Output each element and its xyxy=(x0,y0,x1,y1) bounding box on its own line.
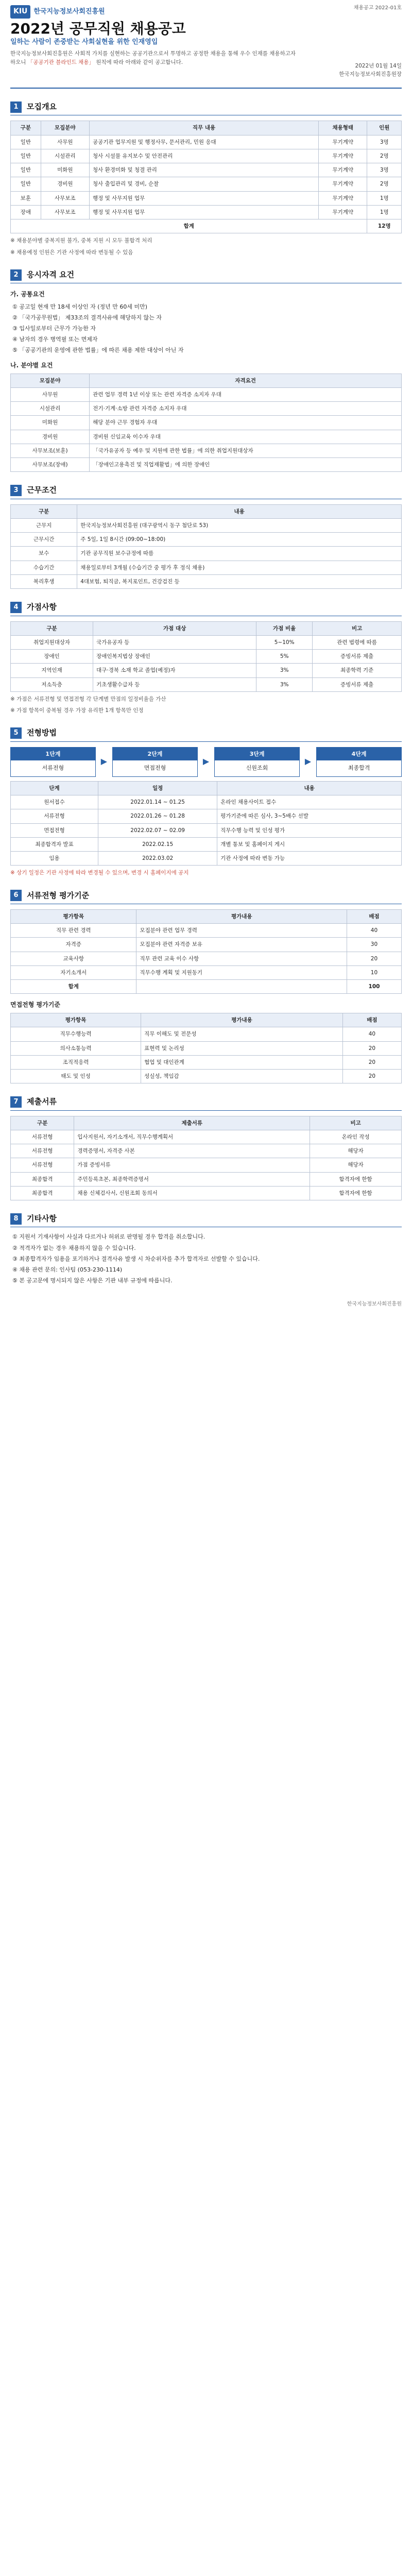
section-number: 7 xyxy=(10,1096,22,1108)
doc-code: 채용공고 2022-01호 xyxy=(353,5,402,11)
table-header-cell: 평가항목 xyxy=(11,909,136,923)
table-header-cell: 평가내용 xyxy=(141,1013,343,1027)
table-cell: 100 xyxy=(347,980,401,994)
total-label: 합계 xyxy=(11,219,367,233)
section-header xyxy=(10,1096,402,1110)
page-title: 2022년 공무직원 채용공고 xyxy=(10,20,186,37)
table-cell: 최종합격 xyxy=(11,1186,74,1200)
table-cell: 무기계약 xyxy=(319,177,367,191)
table-total-row xyxy=(11,980,402,994)
table-header-cell: 내용 xyxy=(217,781,402,795)
section-selection-process xyxy=(10,727,402,877)
flow-step-label: 신원조회 xyxy=(246,764,268,771)
table-cell: 근무지 xyxy=(11,518,77,532)
table-row xyxy=(11,938,402,952)
table-header-cell: 평가내용 xyxy=(136,909,347,923)
table-header-cell: 가점 비율 xyxy=(256,621,313,635)
table-cell: 서류전형 xyxy=(11,1130,74,1144)
requirement-item: ② 「국가공무원법」 제33조의 결격사유에 해당하지 않는 자 xyxy=(12,314,162,321)
intro-part-2: 원칙에 따라 아래와 같이 공고합니다. xyxy=(96,59,183,65)
table-cell: 4대보험, 퇴직금, 복지포인트, 건강검진 등 xyxy=(77,575,402,589)
table-cell: 「국가유공자 등 예우 및 지원에 관한 법률」에 의한 취업지원대상자 xyxy=(90,444,402,457)
announce-date: 2022년 01월 14일 xyxy=(355,63,402,69)
table-row xyxy=(11,518,402,532)
common-requirements-title: 가. 공통요건 xyxy=(10,291,45,298)
flow-step-label: 서류전형 xyxy=(42,764,64,771)
section-header xyxy=(10,269,402,283)
field-requirements-title: 나. 분야별 요건 xyxy=(10,361,53,369)
table-cell: 「장애인고용촉진 및 직업재활법」에 의한 장애인 xyxy=(90,458,402,472)
table-row xyxy=(11,135,402,149)
table-cell: 합격자에 한함 xyxy=(310,1186,402,1200)
table-cell: 사무원 xyxy=(41,135,89,149)
table-cell: 2022.02.07 ~ 02.09 xyxy=(98,823,217,837)
section-header xyxy=(10,101,402,115)
table-cell: 무기계약 xyxy=(319,135,367,149)
header xyxy=(10,0,402,89)
table-cell: 장애 xyxy=(11,205,41,219)
table-header-cell: 가점 대상 xyxy=(93,621,256,635)
table-row xyxy=(11,416,402,430)
table-cell: 평가기준에 따른 심사, 3~5배수 선발 xyxy=(217,809,402,823)
table-header-cell: 배점 xyxy=(347,909,401,923)
table-header-cell: 구분 xyxy=(11,504,77,518)
documents-table xyxy=(10,1116,402,1201)
footer: 한국지능정보사회진흥원 xyxy=(347,1301,402,1307)
table-cell: 채용 신체검사서, 신원조회 동의서 xyxy=(74,1186,310,1200)
table-header-cell: 인원 xyxy=(367,121,402,135)
note-line: ※ 채용분야별 중복지원 불가, 중복 지원 시 모두 불합격 처리 xyxy=(10,238,152,244)
table-cell: 국가유공자 등 xyxy=(93,635,256,649)
table-cell: 대구·경북 소재 학교 졸업(예정)자 xyxy=(93,664,256,677)
table-cell: 모집분야 관련 자격증 보유 xyxy=(136,938,347,952)
table-cell: 주 5일, 1일 8시간 (09:00~18:00) xyxy=(77,533,402,547)
table-cell: 40 xyxy=(347,924,401,938)
table-cell: 청사 시설물 유지보수 및 안전관리 xyxy=(90,149,319,163)
flow-step-number: 1단계 xyxy=(11,748,95,760)
table-cell: 원서접수 xyxy=(11,795,98,809)
table-cell: 2022.02.15 xyxy=(98,837,217,851)
table-cell: 일반 xyxy=(11,149,41,163)
table-cell: 보훈 xyxy=(11,191,41,205)
table-cell: 해당 분야 근무 경험자 우대 xyxy=(90,416,402,430)
section-number: 6 xyxy=(10,890,22,901)
table-row xyxy=(11,677,402,691)
section-documents xyxy=(10,1096,402,1200)
table-row xyxy=(11,795,402,809)
table-cell: 무기계약 xyxy=(319,191,367,205)
table-cell: 주민등록초본, 최종학력증명서 xyxy=(74,1172,310,1186)
table-cell: 무기계약 xyxy=(319,205,367,219)
table-cell: 취업지원대상자 xyxy=(11,635,93,649)
table-cell: 행정 및 사무지원 업무 xyxy=(90,191,319,205)
note-line: ※ 가점 항목이 중복될 경우 가장 유리한 1개 항목만 인정 xyxy=(10,707,144,714)
table-cell: 20 xyxy=(342,1070,401,1083)
table-cell: 개별 통보 및 홈페이지 게시 xyxy=(217,837,402,851)
table-cell: 직무 관련 경력 xyxy=(11,924,136,938)
section-title: 제출서류 xyxy=(27,1097,57,1107)
section-other xyxy=(10,1213,402,1284)
table-row xyxy=(11,191,402,205)
table-cell: 협업 및 대인관계 xyxy=(141,1055,343,1069)
section-title: 기타사항 xyxy=(27,1214,57,1224)
table-cell: 서류전형 xyxy=(11,1158,74,1172)
table-cell: 모집분야 관련 업무 경력 xyxy=(136,924,347,938)
requirement-item: ④ 남자의 경우 병역필 또는 면제자 xyxy=(12,335,98,343)
table-cell: 청사 환경미화 및 청결 관리 xyxy=(90,163,319,177)
interview-evaluation-table xyxy=(10,1013,402,1083)
table-cell: 시설관리 xyxy=(11,402,90,416)
table-cell: 사무보조(보훈) xyxy=(11,444,90,457)
table-row xyxy=(11,1158,402,1172)
table-cell: 입사지원서, 자기소개서, 직무수행계획서 xyxy=(74,1130,310,1144)
logo xyxy=(10,5,105,19)
table-row xyxy=(11,1041,402,1055)
table-cell: 경비원 xyxy=(11,430,90,444)
table-cell: 2명 xyxy=(367,177,402,191)
table-row xyxy=(11,177,402,191)
notice-item: ④ 채용 관련 문의: 인사팀 (053-230-1114) xyxy=(12,1266,123,1273)
table-cell: 30 xyxy=(347,938,401,952)
table-cell: 해당자 xyxy=(310,1158,402,1172)
table-total-row xyxy=(11,219,402,233)
table-row xyxy=(11,823,402,837)
section-number: 2 xyxy=(10,269,22,281)
section-number: 3 xyxy=(10,485,22,496)
table-row xyxy=(11,1172,402,1186)
table-cell: 20 xyxy=(347,952,401,965)
logo-text: 한국지능정보사회진흥원 xyxy=(33,7,105,15)
section-title: 모집개요 xyxy=(27,102,57,111)
section-title: 응시자격 요건 xyxy=(27,269,75,279)
table-cell: 2022.01.14 ~ 01.25 xyxy=(98,795,217,809)
table-row xyxy=(11,149,402,163)
table-cell: 자기소개서 xyxy=(11,965,136,979)
note-line: ※ 채용예정 인원은 기관 사정에 따라 변동될 수 있음 xyxy=(10,249,133,256)
section-title: 근무조건 xyxy=(27,485,57,495)
section-title: 전형방법 xyxy=(27,728,57,738)
table-cell: 자격증 xyxy=(11,938,136,952)
section-title: 가점사항 xyxy=(27,602,57,612)
table-cell: 5~10% xyxy=(256,635,313,649)
flow-step xyxy=(10,747,96,777)
section-header xyxy=(10,484,402,499)
section-title: 서류전형 평가기준 xyxy=(27,890,90,900)
table-cell xyxy=(136,980,347,994)
table-row xyxy=(11,575,402,589)
table-row xyxy=(11,965,402,979)
table-cell: 청사 출입관리 및 경비, 순찰 xyxy=(90,177,319,191)
table-cell: 직무 이해도 및 전문성 xyxy=(141,1027,343,1041)
table-header-cell: 단계 xyxy=(11,781,98,795)
table-cell: 일반 xyxy=(11,177,41,191)
announce-org: 한국지능정보사회진흥원장 xyxy=(339,71,402,78)
table-cell: 직무수행 계획 및 지원동기 xyxy=(136,965,347,979)
flow-step xyxy=(112,747,198,777)
table-cell: 2022.03.02 xyxy=(98,852,217,866)
table-row xyxy=(11,458,402,472)
table-cell: 장애인복지법상 장애인 xyxy=(93,650,256,664)
table-cell: 면접전형 xyxy=(11,823,98,837)
table-cell: 2022.01.26 ~ 01.28 xyxy=(98,809,217,823)
table-row xyxy=(11,1027,402,1041)
logo-mark: KIU xyxy=(10,5,30,19)
table-cell: 경비원 신임교육 이수자 우대 xyxy=(90,430,402,444)
table-header-cell: 자격요건 xyxy=(90,374,402,387)
interview-evaluation-title: 면접전형 평가기준 xyxy=(10,1001,60,1009)
table-row xyxy=(11,430,402,444)
table-cell: 표현력 및 논리성 xyxy=(141,1041,343,1055)
arrow-right-icon: ▶ xyxy=(100,756,108,767)
table-cell: 보수 xyxy=(11,547,77,561)
table-cell: 합격자에 한함 xyxy=(310,1172,402,1186)
section-number: 5 xyxy=(10,727,22,739)
table-cell: 경력증명서, 자격증 사본 xyxy=(74,1144,310,1158)
table-header-cell: 제출서류 xyxy=(74,1116,310,1130)
table-row xyxy=(11,852,402,866)
requirement-item: ① 공고일 현재 만 18세 이상인 자 (정년 만 60세 미만) xyxy=(12,303,148,310)
table-cell: 한국지능정보사회진흥원 (대구광역시 동구 첨단로 53) xyxy=(77,518,402,532)
section-header xyxy=(10,601,402,616)
table-cell: 행정 및 사무지원 업무 xyxy=(90,205,319,219)
document-evaluation-table xyxy=(10,909,402,994)
schedule-table xyxy=(10,781,402,866)
table-cell: 전기·기계·소방 관련 자격증 소지자 우대 xyxy=(90,402,402,416)
table-row xyxy=(11,533,402,547)
page-subtitle: 일하는 사람이 존중받는 사회실현을 위한 인재영입 xyxy=(10,38,158,46)
flow-step-number: 3단계 xyxy=(215,748,299,760)
table-cell: 최종합격 xyxy=(11,1172,74,1186)
table-row xyxy=(11,952,402,965)
table-cell: 서류전형 xyxy=(11,809,98,823)
section-number: 4 xyxy=(10,602,22,613)
section-recruit-overview xyxy=(10,101,402,257)
table-row xyxy=(11,1186,402,1200)
flow-step-number: 4단계 xyxy=(317,748,401,760)
flow-step xyxy=(316,747,402,777)
table-row xyxy=(11,664,402,677)
table-row xyxy=(11,650,402,664)
table-row xyxy=(11,561,402,574)
table-cell: 의사소통능력 xyxy=(11,1041,141,1055)
table-row xyxy=(11,809,402,823)
table-row xyxy=(11,205,402,219)
notice-item: ② 적격자가 없는 경우 채용하지 않을 수 있습니다. xyxy=(12,1244,136,1251)
table-cell: 해당자 xyxy=(310,1144,402,1158)
table-cell: 온라인 작성 xyxy=(310,1130,402,1144)
table-cell: 수습기간 xyxy=(11,561,77,574)
table-row xyxy=(11,163,402,177)
table-cell: 임용 xyxy=(11,852,98,866)
table-cell: 미화원 xyxy=(41,163,89,177)
table-cell: 10 xyxy=(347,965,401,979)
section-header xyxy=(10,1213,402,1227)
table-header-cell: 평가항목 xyxy=(11,1013,141,1027)
table-cell: 사무보조 xyxy=(41,205,89,219)
table-cell: 40 xyxy=(342,1027,401,1041)
table-cell: 사무보조 xyxy=(41,191,89,205)
table-cell: 2명 xyxy=(367,149,402,163)
table-cell: 채용일로부터 3개월 (수습기간 중 평가 후 정식 채용) xyxy=(77,561,402,574)
table-cell: 성실성, 책임감 xyxy=(141,1070,343,1083)
section-number: 1 xyxy=(10,101,22,113)
section-evaluation xyxy=(10,890,402,1084)
table-cell: 증빙서류 제출 xyxy=(313,650,402,664)
conditions-table xyxy=(10,504,402,589)
table-cell: 조직적응력 xyxy=(11,1055,141,1069)
table-header-cell: 구분 xyxy=(11,1116,74,1130)
flow-step-label: 면접전형 xyxy=(144,764,166,771)
table-row xyxy=(11,387,402,401)
section-eligibility xyxy=(10,269,402,472)
table-cell: 사무보조(장애) xyxy=(11,458,90,472)
notice-item: ⑤ 본 공고문에 명시되지 않은 사항은 기관 내부 규정에 따릅니다. xyxy=(12,1277,173,1284)
table-cell: 3명 xyxy=(367,135,402,149)
table-cell: 일반 xyxy=(11,163,41,177)
table-cell: 합계 xyxy=(11,980,136,994)
table-cell: 직무수행능력 xyxy=(11,1027,141,1041)
table-row xyxy=(11,547,402,561)
table-cell: 지역인재 xyxy=(11,664,93,677)
table-row xyxy=(11,1070,402,1083)
table-cell: 1명 xyxy=(367,191,402,205)
table-cell: 저소득층 xyxy=(11,677,93,691)
table-header-cell: 구분 xyxy=(11,621,93,635)
flow-step xyxy=(214,747,300,777)
requirement-item: ③ 입사일로부터 근무가 가능한 자 xyxy=(12,325,96,332)
table-cell: 20 xyxy=(342,1041,401,1055)
table-cell: 공공기관 업무지원 및 행정사무, 문서관리, 민원 응대 xyxy=(90,135,319,149)
table-cell: 경비원 xyxy=(41,177,89,191)
table-cell: 기관 사정에 따라 변동 가능 xyxy=(217,852,402,866)
table-header-cell: 배점 xyxy=(342,1013,401,1027)
table-cell: 무기계약 xyxy=(319,163,367,177)
section-header xyxy=(10,890,402,904)
flow-step-label: 최종합격 xyxy=(348,764,370,771)
table-cell: 3% xyxy=(256,664,313,677)
table-header-cell: 모집분야 xyxy=(41,121,89,135)
bonus-table xyxy=(10,621,402,692)
table-header-cell: 구분 xyxy=(11,121,41,135)
table-cell: 최종학력 기준 xyxy=(313,664,402,677)
table-header-cell: 비고 xyxy=(310,1116,402,1130)
table-header-cell: 비고 xyxy=(313,621,402,635)
table-cell: 증빙서류 제출 xyxy=(313,677,402,691)
table-cell: 가점 증빙서류 xyxy=(74,1158,310,1172)
flow-step-number: 2단계 xyxy=(113,748,197,760)
table-cell: 기관 공무직원 보수규정에 따름 xyxy=(77,547,402,561)
arrow-right-icon: ▶ xyxy=(304,756,312,767)
notice-item: ③ 최종합격자가 임용을 포기하거나 결격사유 발생 시 차순위자를 추가 합격자로 선발할 수 있습니다. xyxy=(12,1255,260,1262)
requirement-item: ⑤ 「공공기관의 운영에 관한 법률」에 따른 채용 제한 대상이 아닌 자 xyxy=(12,346,184,353)
table-row xyxy=(11,635,402,649)
table-cell: 직무 관련 교육 이수 사항 xyxy=(136,952,347,965)
table-cell: 무기계약 xyxy=(319,149,367,163)
table-cell: 시설관리 xyxy=(41,149,89,163)
table-cell: 태도 및 인성 xyxy=(11,1070,141,1083)
total-value: 12명 xyxy=(367,219,402,233)
signature-block xyxy=(339,62,402,79)
section-header xyxy=(10,727,402,741)
table-cell: 5% xyxy=(256,650,313,664)
table-cell: 관련 업무 경력 1년 이상 또는 관련 자격증 소지자 우대 xyxy=(90,387,402,401)
section-number: 8 xyxy=(10,1213,22,1225)
section-conditions xyxy=(10,484,402,589)
table-cell: 3% xyxy=(256,677,313,691)
schedule-note: ※ 상기 일정은 기관 사정에 따라 변경될 수 있으며, 변경 시 홈페이지에 공지 xyxy=(10,870,189,876)
process-flow xyxy=(10,747,402,777)
table-row xyxy=(11,402,402,416)
table-row xyxy=(11,444,402,457)
table-cell: 온라인 채용사이트 접수 xyxy=(217,795,402,809)
intro-part-1: 한국지능정보사회진흥원은 사회적 가치를 실현하는 공공기관으로서 투명하고 공정한 채용을 통해 우수 인재를 채용하고자 하오니 xyxy=(10,50,296,65)
table-row xyxy=(11,1144,402,1158)
field-requirements-table xyxy=(10,374,402,472)
table-row xyxy=(11,924,402,938)
table-cell: 직무수행 능력 및 인성 평가 xyxy=(217,823,402,837)
notice-item: ① 지원서 기재사항이 사실과 다르거나 허위로 판명될 경우 합격을 취소합니다. xyxy=(12,1233,205,1241)
table-cell: 20 xyxy=(342,1055,401,1069)
intro-text xyxy=(10,49,299,67)
note-line: ※ 가점은 서류전형 및 면접전형 각 단계별 만점의 일정비율을 가산 xyxy=(10,696,166,702)
table-header-cell: 내용 xyxy=(77,504,402,518)
table-row xyxy=(11,1055,402,1069)
arrow-right-icon: ▶ xyxy=(202,756,210,767)
table-header-cell: 일정 xyxy=(98,781,217,795)
table-cell: 미화원 xyxy=(11,416,90,430)
table-header-cell: 모집분야 xyxy=(11,374,90,387)
table-row xyxy=(11,1130,402,1144)
intro-highlight: 「공공기관 블라인드 채용」 xyxy=(27,59,94,65)
table-cell: 장애인 xyxy=(11,650,93,664)
section-bonus-points xyxy=(10,601,402,715)
table-cell: 서류전형 xyxy=(11,1144,74,1158)
table-cell: 사무원 xyxy=(11,387,90,401)
table-cell: 관련 법령에 따름 xyxy=(313,635,402,649)
table-header-cell: 채용형태 xyxy=(319,121,367,135)
table-cell: 교육사항 xyxy=(11,952,136,965)
table-cell: 최종합격자 발표 xyxy=(11,837,98,851)
page xyxy=(10,0,402,2576)
table-row xyxy=(11,837,402,851)
table-cell: 근무시간 xyxy=(11,533,77,547)
table-cell: 1명 xyxy=(367,205,402,219)
recruit-table xyxy=(10,121,402,233)
table-cell: 일반 xyxy=(11,135,41,149)
table-cell: 복리후생 xyxy=(11,575,77,589)
table-cell: 기초생활수급자 등 xyxy=(93,677,256,691)
table-header-cell: 직무 내용 xyxy=(90,121,319,135)
table-cell: 3명 xyxy=(367,163,402,177)
